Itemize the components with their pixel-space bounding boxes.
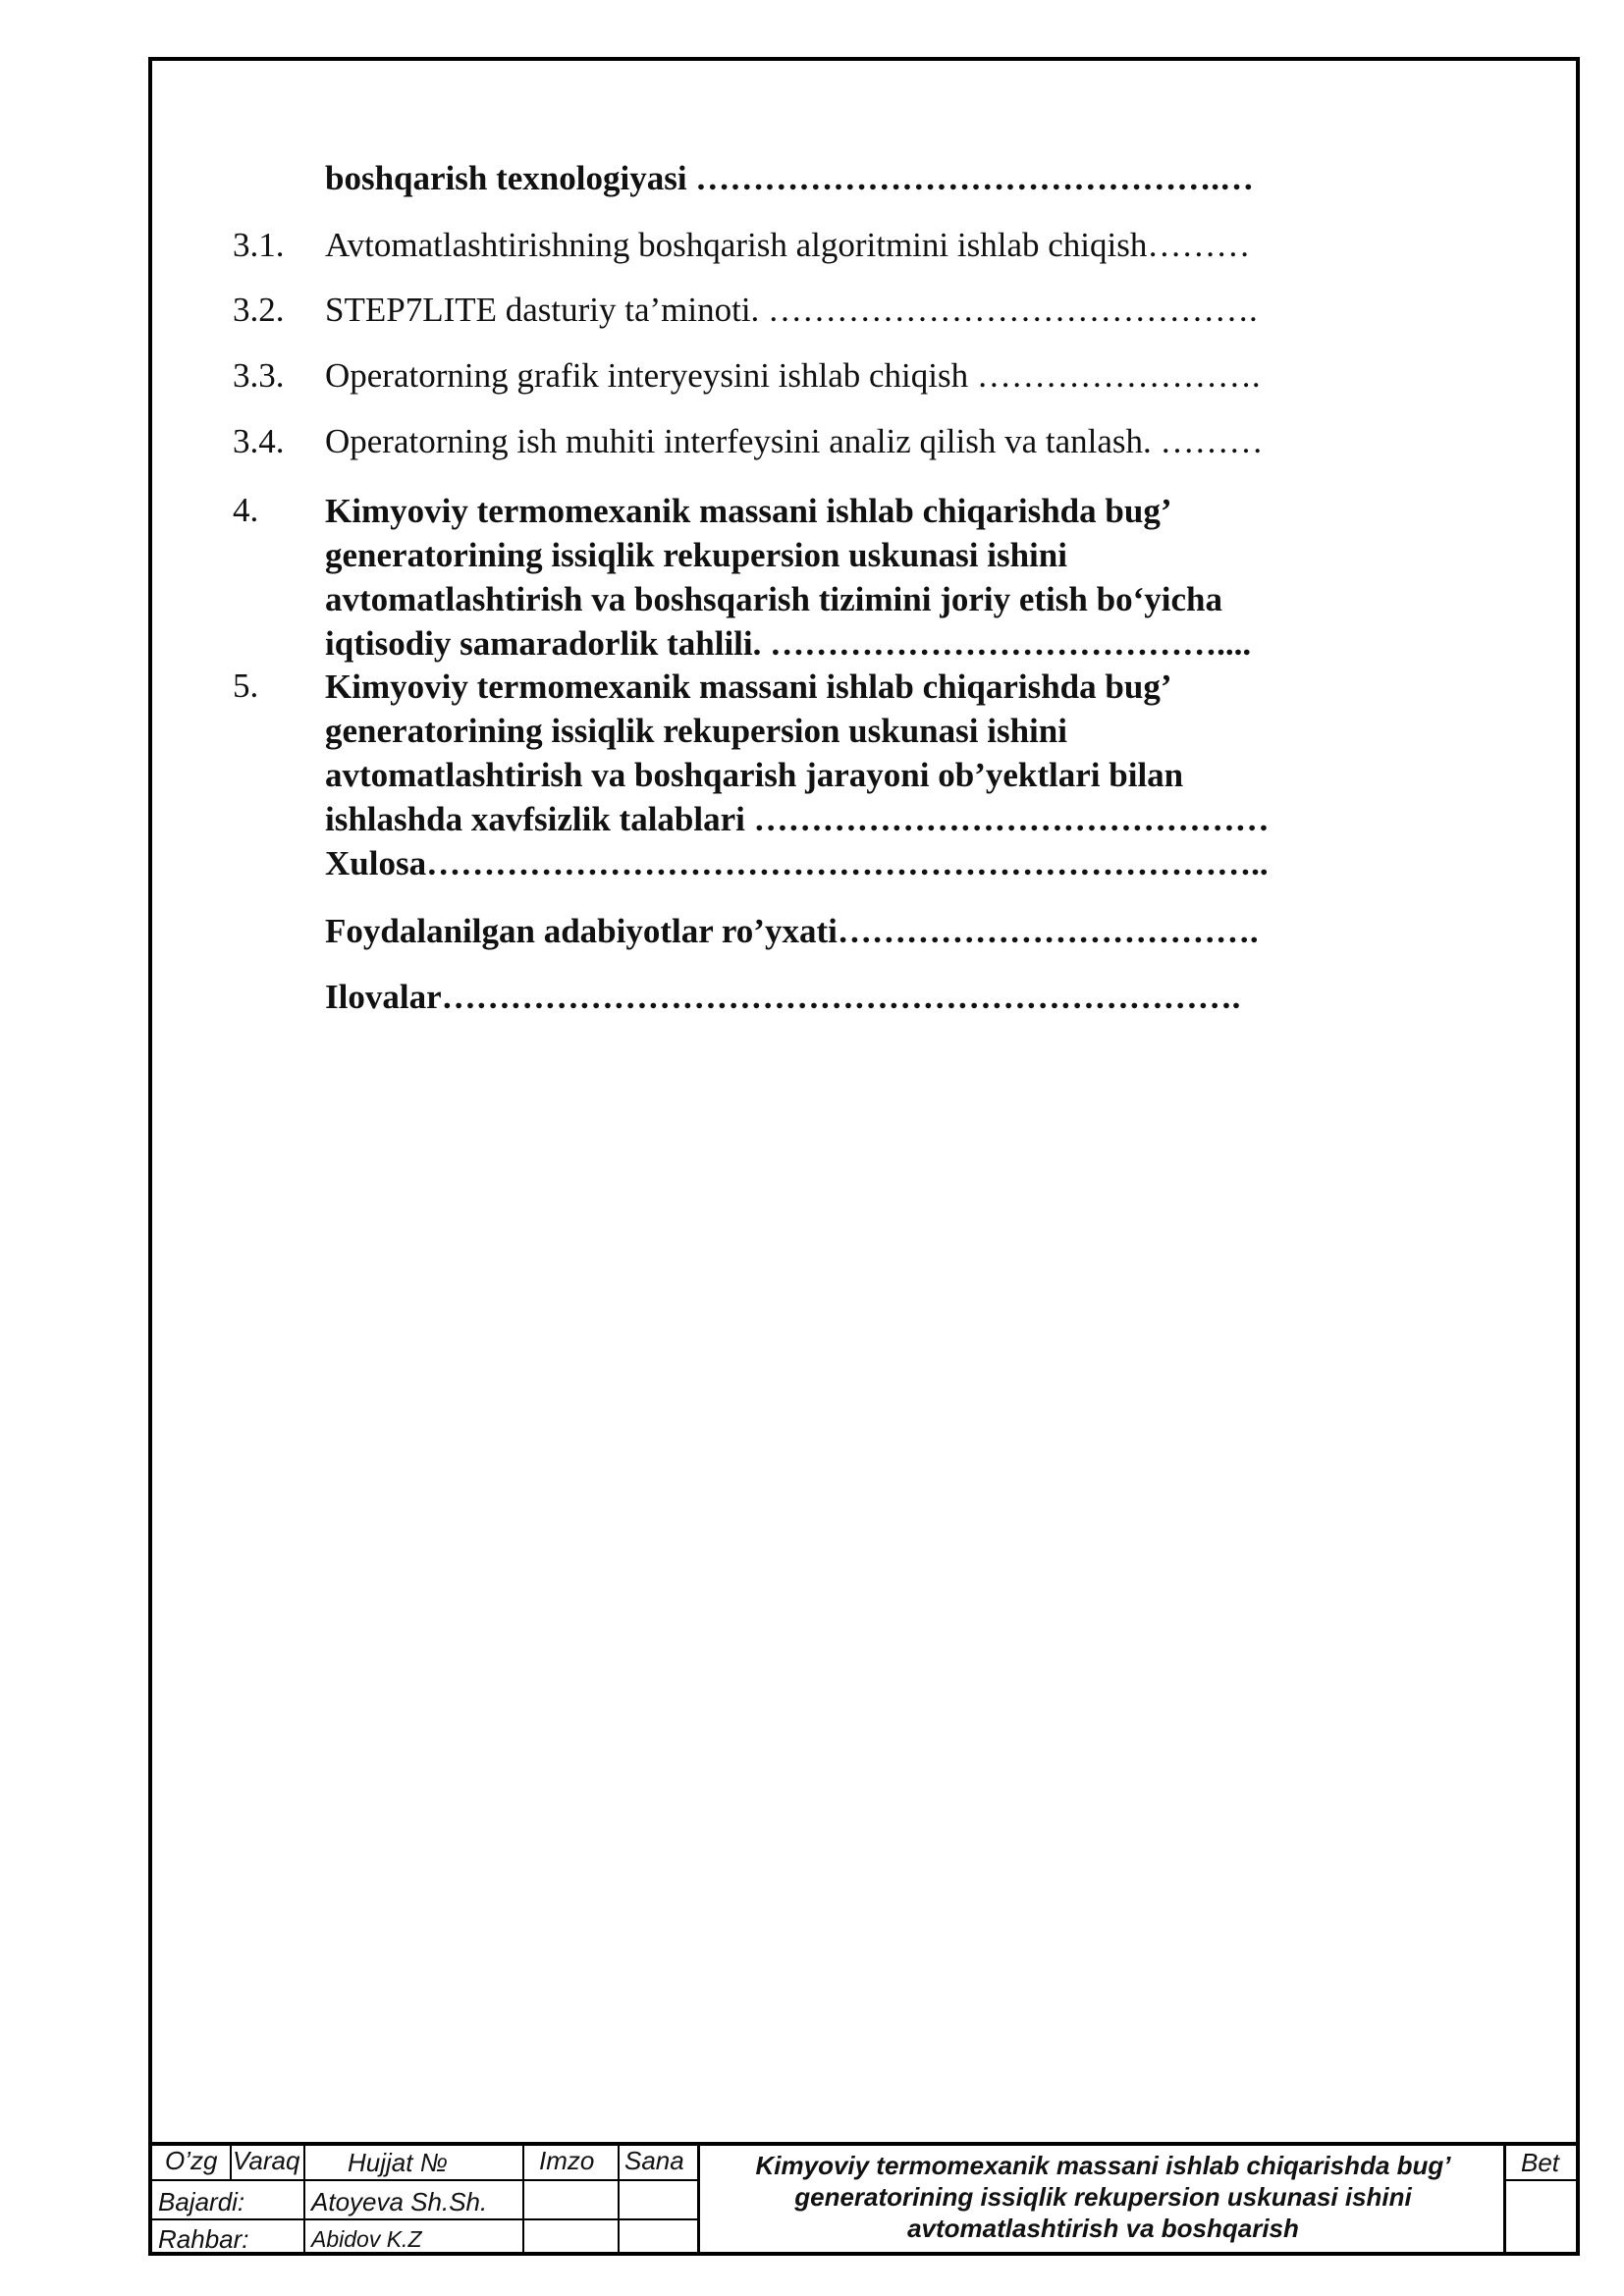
stamp-performer-name: Atoyeva Sh.Sh. <box>311 2187 488 2216</box>
stamp-title-line: generatorining issiqlik rekupersion uskunasi ishini <box>794 2182 1412 2212</box>
stamp-sheet-label: Varaq <box>233 2146 300 2175</box>
toc-section-line: avtomatlashtirish va boshsqarish tizimini joriy etish bo‘yicha <box>325 580 1222 618</box>
toc-section-line: Kimyoviy termomexanik massani ishlab chiqarishda bug’ <box>325 492 1172 530</box>
stamp-document-title <box>703 2150 1503 2244</box>
stamp-performer-label: Bajardi: <box>158 2187 245 2216</box>
toc-item-text: STEP7LITE dasturiy ta’minoti. ……………………………………. <box>325 291 1258 329</box>
toc-section-line: Kimyoviy termomexanik massani ishlab chiqarishda bug’ <box>325 667 1172 706</box>
toc-section-number: 4. <box>233 491 259 529</box>
toc-item-number: 3.1. <box>233 226 285 264</box>
toc-section-line: iqtisodiy samaradorlik tahlili. ………………………………….... <box>325 624 1252 663</box>
toc-section-5 <box>325 665 1270 885</box>
toc-section-line: avtomatlashtirish va boshqarish jarayoni ob’yektlari bilan <box>325 756 1184 794</box>
toc-item-number: 3.3. <box>233 356 285 395</box>
toc-continuation: boshqarish texnologiyasi ……………………………………….… <box>325 159 1255 197</box>
toc-item-text: Avtomatlashtirishning boshqarish algoritmini ishlab chiqish……… <box>325 226 1251 264</box>
toc-section-line: generatorining issiqlik rekupersion uskunasi ishini <box>325 536 1067 574</box>
toc-section-line: ishlashda xavfsizlik talablari ……………………………………… <box>325 800 1270 838</box>
toc-item-text: Operatorning grafik interyeysini ishlab chiqish ……………………. <box>325 356 1261 395</box>
toc-item-number: 3.2. <box>233 291 285 329</box>
toc-section-4 <box>325 489 1251 666</box>
stamp-signature-label: Imzo <box>539 2146 595 2175</box>
stamp-supervisor-name: Abidov K.Z <box>311 2226 422 2252</box>
toc-section-line: generatorining issiqlik rekupersion uskunasi ishini <box>325 712 1067 750</box>
stamp-title-line: Kimyoviy termomexanik massani ishlab chiqarishda bug’ <box>755 2151 1451 2180</box>
toc-item-text: Operatorning ish muhiti interfeysini analiz qilish va tanlash. ……… <box>325 422 1264 460</box>
toc-appendices: Ilovalar……………………………………………………………. <box>325 978 1241 1016</box>
stamp-title-line: avtomatlashtirish va boshqarish <box>907 2214 1299 2243</box>
toc-item-number: 3.4. <box>233 422 285 460</box>
stamp-supervisor-label: Rahbar: <box>158 2224 249 2254</box>
stamp-document-label: Hujjat № <box>348 2148 448 2177</box>
toc-section-number: 5. <box>233 667 259 705</box>
toc-references: Foydalanilgan adabiyotlar ro’yxati………………………………. <box>325 912 1259 950</box>
stamp-date-label: Sana <box>624 2146 684 2175</box>
title-block-stamp <box>148 2142 1580 2256</box>
toc-conclusion: Xulosa……………………………………………………………….. <box>325 844 1269 882</box>
stamp-change-label: O’zg <box>165 2146 218 2175</box>
stamp-page-label: Bet <box>1521 2148 1560 2177</box>
